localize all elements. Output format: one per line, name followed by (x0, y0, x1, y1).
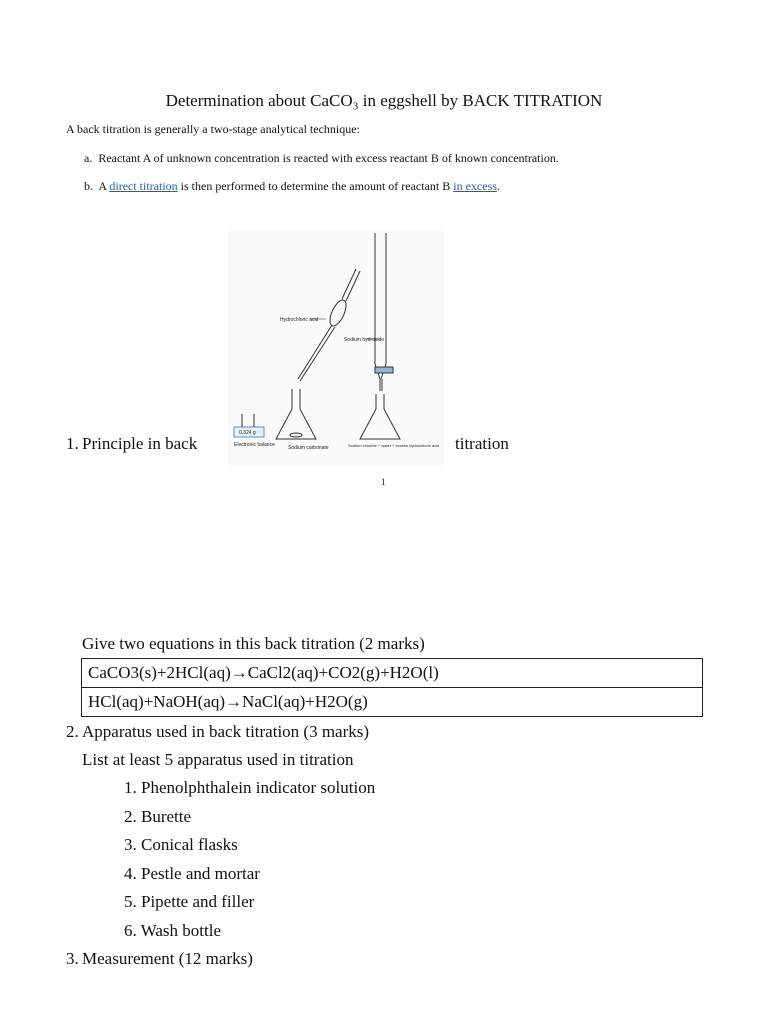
in-excess-link[interactable]: in excess (453, 179, 497, 193)
list-item: 5. Pipette and filler (124, 892, 255, 911)
page-title: Determination about CaCO₃ in eggshell by BACK TITRATION (165, 91, 603, 110)
list-item: 1. Phenolphthalein indicator solution (124, 778, 376, 797)
step-b-post: . (496, 179, 500, 193)
list-item: 4. Pestle and mortar (124, 864, 260, 883)
equations-table (81, 658, 703, 717)
figure-footnote: 1 (381, 477, 386, 487)
step-a (84, 151, 559, 166)
step-a-marker: a. (84, 151, 93, 165)
list-item: 2. Burette (124, 807, 192, 826)
equations-prompt: Give two equations in this back titration (2 marks) (82, 634, 425, 653)
table-row (82, 659, 703, 688)
label-hydrochloric-acid: Hydrochloric acid (280, 317, 319, 323)
section-3-heading: Measurement (12 marks) (82, 949, 253, 968)
section-3-number: 3. (66, 949, 79, 968)
step-a-text: Reactant A of unknown concentration is reacted with excess reactant B of known concentration. (98, 151, 559, 165)
label-sodium-carbonate: Sodium carbonate (288, 445, 329, 451)
section-2-heading: Apparatus used in back titration (3 marks) (82, 722, 370, 741)
equation-2: HCl(aq)+NaOH(aq)→NaCl(aq)+H2O(g) (82, 688, 703, 717)
list-item: 6. Wash bottle (124, 921, 222, 940)
direct-titration-link[interactable]: direct titration (109, 179, 178, 193)
label-electronic-balance: Electronic balance (234, 442, 275, 448)
section-1-label-pre: Principle in back (82, 434, 198, 453)
table-row (82, 688, 703, 717)
step-b (84, 179, 500, 194)
section-2-number: 2. (66, 722, 79, 741)
balance-reading: 0.324 g (239, 430, 256, 436)
step-b-pre: A (98, 179, 110, 193)
intro-text: A back titration is generally a two-stage analytical technique: (66, 122, 360, 136)
back-titration-diagram (228, 229, 444, 467)
section-1-number: 1. (66, 434, 79, 453)
step-b-marker-label: b. (84, 179, 93, 193)
label-flask-contents: Sodium chloride + water + excess hydrochloric acid (348, 443, 440, 448)
section-2-subheading: List at least 5 apparatus used in titration (82, 750, 354, 769)
list-item: 3. Conical flasks (124, 835, 238, 854)
step-b-mid: is then performed to determine the amount of reactant B (177, 179, 454, 193)
label-sodium-hydroxide: Sodium hydroxide (344, 337, 385, 343)
section-1-label-post: titration (455, 434, 509, 453)
equation-1: CaCO3(s)+2HCl(aq)→CaCl2(aq)+CO2(g)+H2O(l) (82, 659, 703, 688)
